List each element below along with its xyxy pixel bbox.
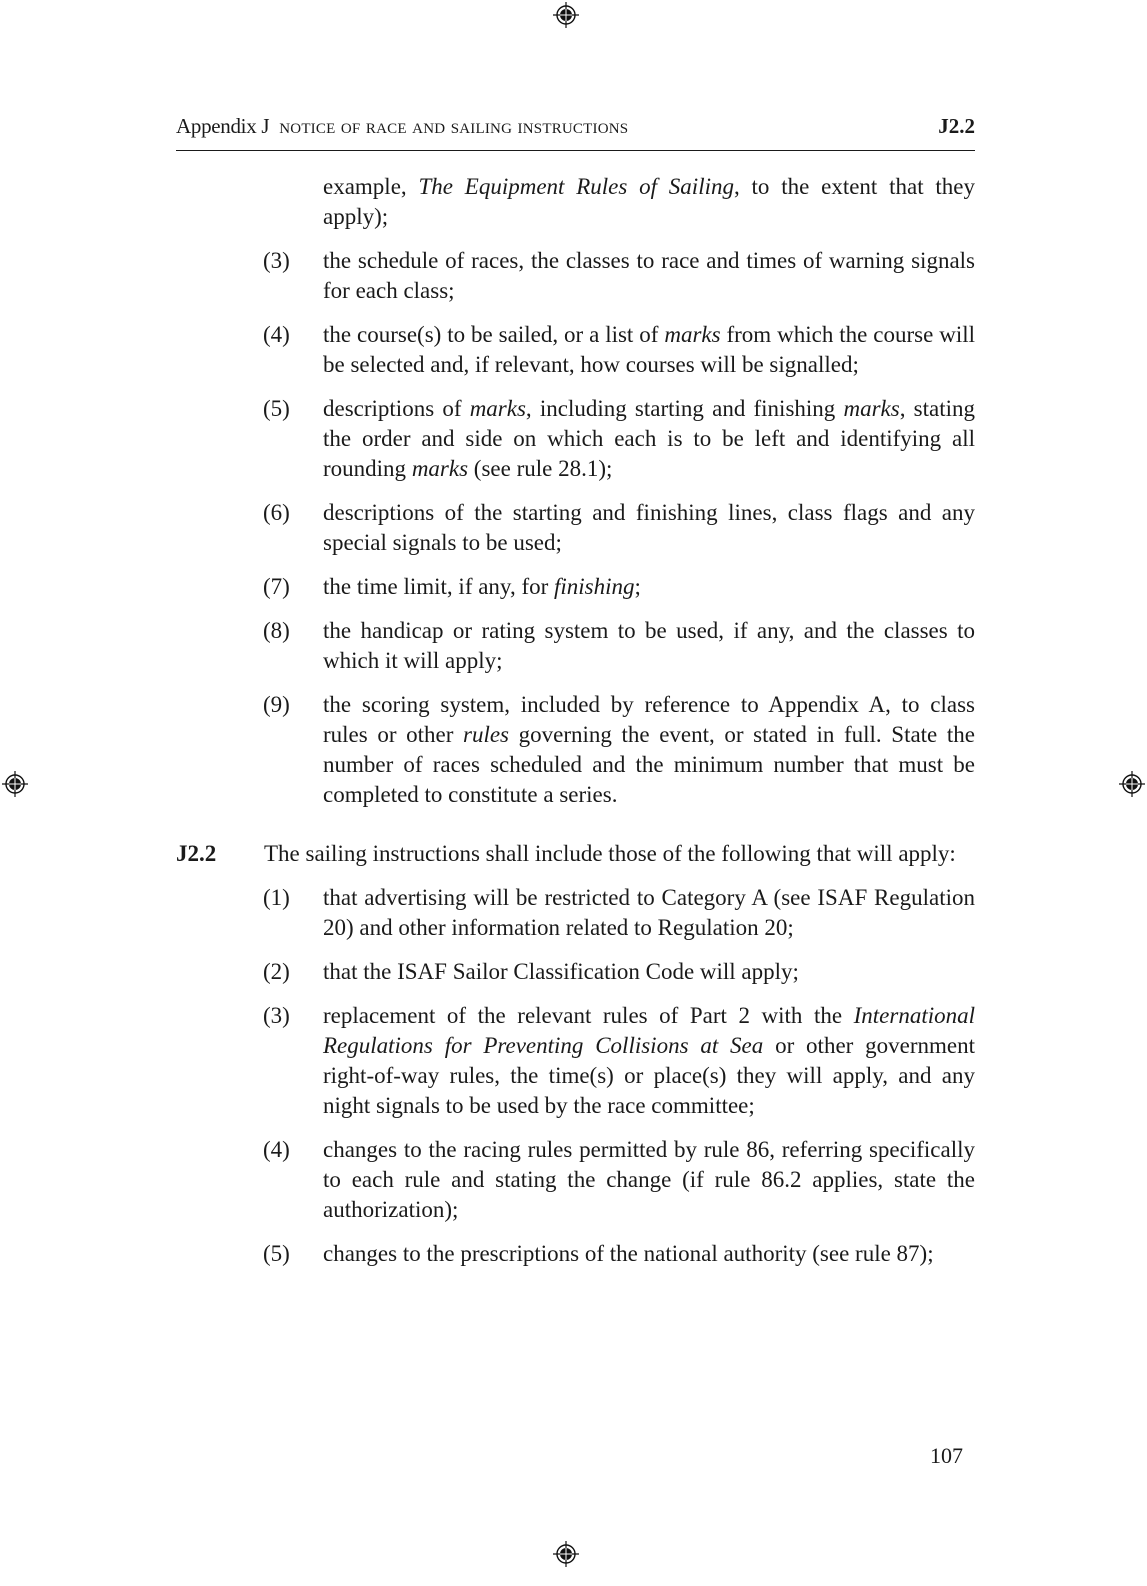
item-text: descriptions of: [323, 396, 470, 421]
page-body: [176, 172, 975, 1269]
defined-term: marks: [843, 396, 900, 421]
book-title: The Equipment Rules of Sailing: [418, 174, 734, 199]
continuation-paragraph: example, The Equipment Rules of Sailing, to the extent that they apply);: [323, 174, 976, 229]
defined-term: marks: [411, 456, 469, 481]
item-text: the time limit, if any, for: [323, 574, 555, 599]
defined-term: marks: [664, 322, 721, 347]
notice-items-list: [176, 246, 975, 810]
item-text: that advertising will be restricted to Category A (see ISAF Regulation 20) and other information related to Regulation 20;: [323, 885, 975, 940]
running-header: [176, 114, 975, 151]
list-item: [263, 394, 975, 484]
item-text: , stating the order and side on which each is to be left and identifying all rounding: [323, 396, 975, 481]
registration-mark-right-icon: [1118, 770, 1146, 798]
defined-term: International Regulations for Preventing Collisions at Sea: [323, 1003, 975, 1058]
registration-mark-left-icon: [1, 770, 29, 798]
item-number: (2): [263, 959, 290, 984]
item-number: (4): [263, 1137, 290, 1162]
list-item: [263, 690, 975, 810]
item-text: the course(s) to be sailed, or a list of: [323, 322, 665, 347]
list-item: [263, 572, 975, 602]
item-number: (5): [263, 396, 290, 421]
item-text: ;: [634, 574, 641, 599]
defined-term: marks: [469, 396, 526, 421]
item-text: from which the course will be selected and, if relevant, how courses will be signalled;: [323, 322, 975, 377]
item-text: replacement of the relevant rules of Part 2 with the: [323, 1003, 854, 1028]
chapter-title: notice of race and sailing instructions: [279, 114, 629, 138]
item-number: (9): [263, 692, 290, 717]
appendix-label: Appendix J: [176, 114, 270, 138]
item-number: (8): [263, 618, 290, 643]
item-number: (1): [263, 885, 290, 910]
defined-term: rules: [463, 722, 509, 747]
list-item: [263, 1239, 975, 1269]
item-text: (see rule 28.1);: [468, 456, 613, 481]
item-number: (7): [263, 574, 290, 599]
list-item: [263, 246, 975, 306]
item-text: that the ISAF Sailor Classification Code will apply;: [323, 959, 799, 984]
item-text: governing the event, or stated in full. State the number of races scheduled and the minimum number that must be completed to constitute a series.: [323, 722, 975, 807]
item-text: the schedule of races, the classes to race and times of warning signals for each class;: [323, 248, 975, 303]
item-text: changes to the racing rules permitted by rule 86, referring specifically to each rule and stating the change (if rule 86.2 applies, state the authorization);: [323, 1137, 975, 1222]
list-item: [263, 320, 975, 380]
item-number: (5): [263, 1241, 290, 1266]
page-number: 107: [930, 1443, 963, 1468]
section-number: J2.2: [176, 841, 217, 866]
header-left: [176, 114, 628, 139]
list-item: [263, 957, 975, 987]
item-number: (3): [263, 248, 290, 273]
sailing-instructions-items-list: [176, 883, 975, 1269]
section-marker: J2.2: [938, 114, 975, 138]
item-text: or other government right-of-way rules, the time(s) or place(s) they will apply, and any night signals to be used by the race committee;: [323, 1033, 975, 1118]
item-text: the handicap or rating system to be used, if any, and the classes to which it will apply;: [323, 618, 975, 673]
list-item: [263, 498, 975, 558]
item-text: descriptions of the starting and finishing lines, class flags and any special signals to be used;: [323, 500, 975, 555]
item-number: (6): [263, 500, 290, 525]
list-item: [263, 883, 975, 943]
item-text: the scoring system, included by reference to Appendix A, to class rules or other: [323, 692, 975, 747]
section-intro: The sailing instructions shall include those of the following that will apply:: [264, 841, 956, 866]
registration-mark-top-icon: [552, 1, 580, 29]
item-number: (4): [263, 322, 290, 347]
registration-mark-bottom-icon: [552, 1540, 580, 1568]
section-j2-2: [176, 839, 975, 869]
list-item: [263, 616, 975, 676]
item-text: , including starting and finishing: [525, 396, 844, 421]
item-number: (3): [263, 1003, 290, 1028]
item-text: changes to the prescriptions of the national authority (see rule 87);: [323, 1241, 934, 1266]
list-item: [263, 1001, 975, 1121]
list-item: [263, 1135, 975, 1225]
defined-term: finishing: [554, 574, 635, 599]
